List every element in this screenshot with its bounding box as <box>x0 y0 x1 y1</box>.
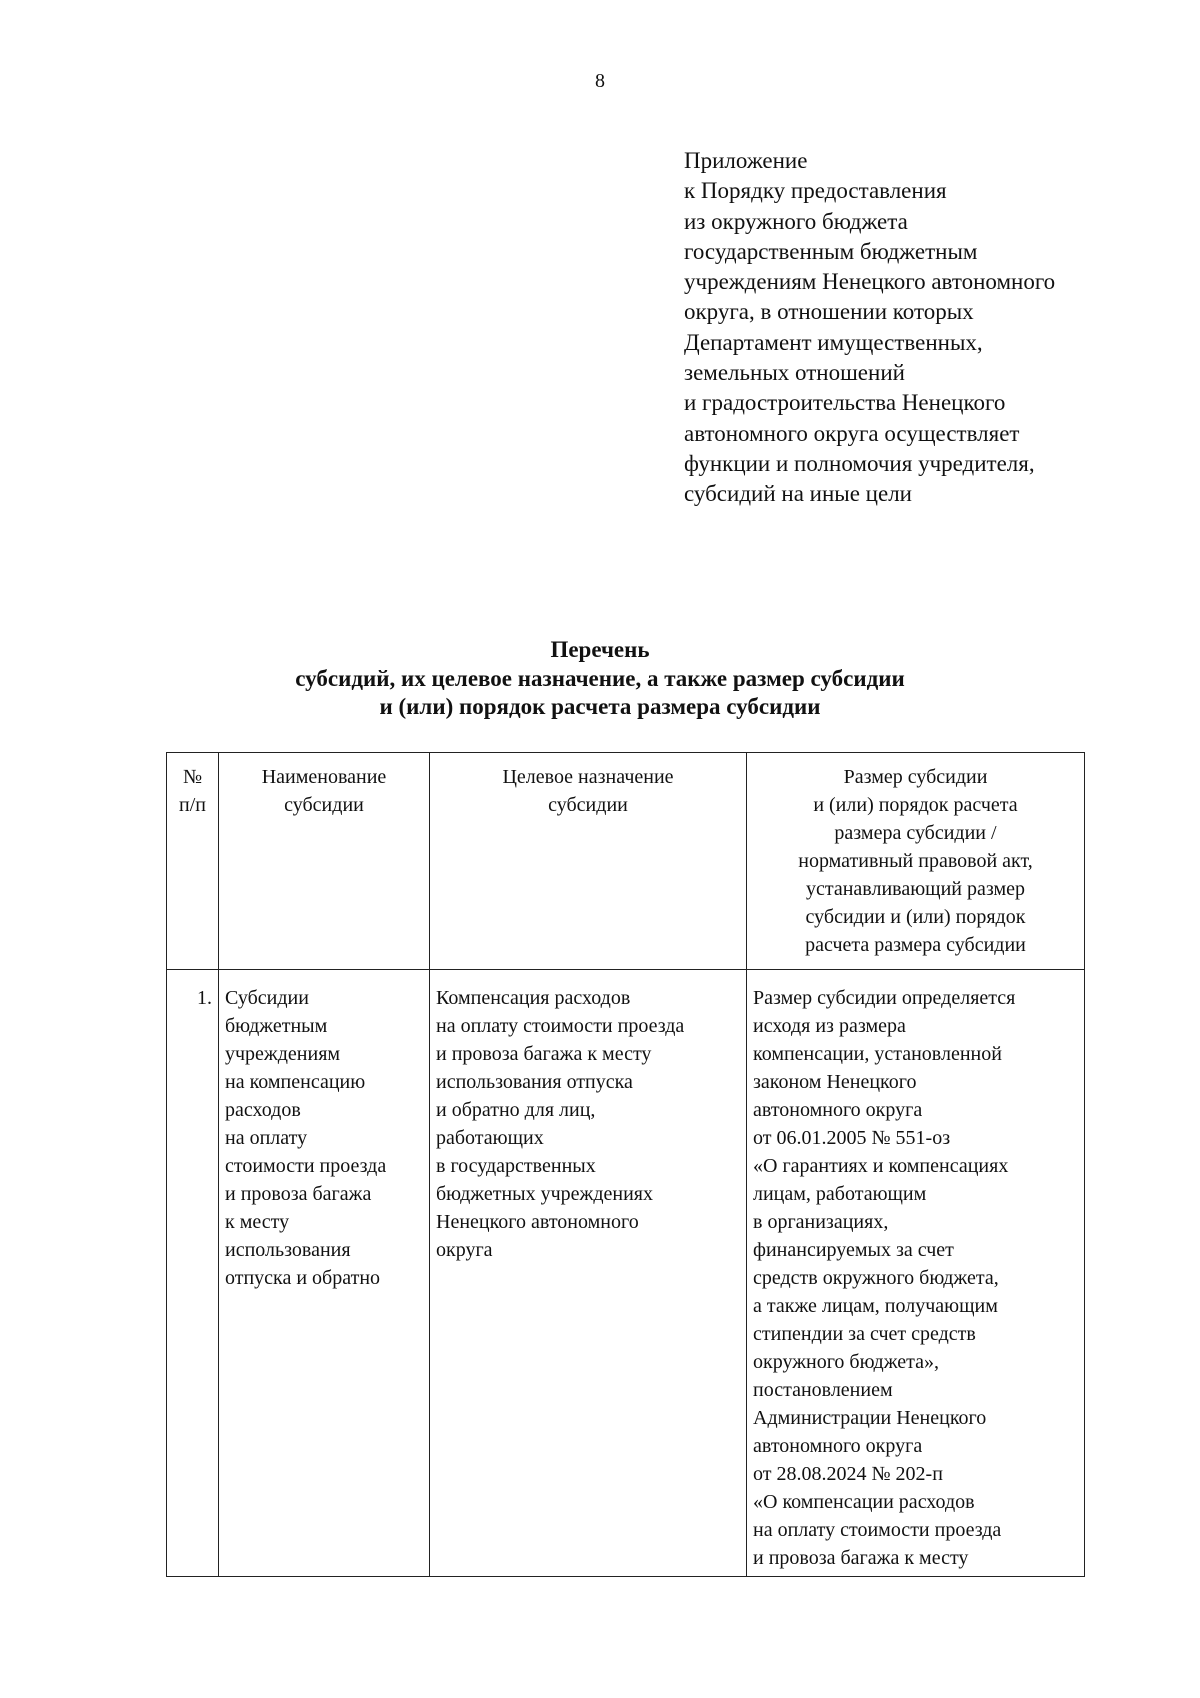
header-line: расчета размера субсидии <box>805 934 1026 956</box>
header-line: Размер субсидии <box>843 766 988 788</box>
header-line: субсидии <box>548 794 628 816</box>
cell-line: финансируемых за счет <box>753 1239 954 1261</box>
title-line: и (или) порядок расчета размера субсидии <box>379 694 821 719</box>
page-number: 8 <box>595 70 605 92</box>
appendix-line: государственным бюджетным <box>684 238 978 264</box>
cell-line: использования отпуска <box>436 1071 633 1093</box>
appendix-line: и градостроительства Ненецкого <box>684 390 1006 416</box>
cell-line: на оплату стоимости проезда <box>436 1015 685 1037</box>
appendix-line: Департамент имущественных, <box>684 329 983 355</box>
cell-line: и провоза багажа <box>225 1183 372 1205</box>
cell-line: в организациях, <box>753 1211 889 1233</box>
appendix-line: из окружного бюджета <box>684 208 908 234</box>
document-title <box>0 636 1200 722</box>
cell-line: к месту <box>225 1211 290 1233</box>
cell-line: окружного бюджета», <box>753 1351 939 1373</box>
cell-line: Компенсация расходов <box>436 987 631 1009</box>
header-line: субсидии <box>284 794 364 816</box>
cell-line: законом Ненецкого <box>753 1071 917 1093</box>
cell-line: округа <box>436 1239 493 1261</box>
header-line: размера субсидии / <box>834 822 997 844</box>
appendix-line: учреждениям Ненецкого автономного <box>684 269 1056 295</box>
appendix-line: автономного округа осуществляет <box>684 420 1020 446</box>
appendix-line: субсидий на иные цели <box>684 481 912 507</box>
cell-line: отпуска и обратно <box>225 1267 381 1289</box>
subsidy-table <box>166 752 1085 1577</box>
appendix-line: Приложение <box>684 148 808 173</box>
header-line: устанавливающий размер <box>805 878 1025 900</box>
cell-purpose <box>430 970 747 1577</box>
appendix-line: округа, в отношении которых <box>684 299 974 325</box>
header-line: № <box>182 766 203 788</box>
title-line: субсидий, их целевое назначение, а также размер субсидии <box>295 665 905 691</box>
cell-line: расходов <box>225 1099 301 1121</box>
title-line: Перечень <box>550 637 650 662</box>
table-row <box>167 970 1085 1577</box>
cell-line: автономного округа <box>753 1435 923 1457</box>
header-line: нормативный правовой акт, <box>798 850 1033 872</box>
cell-line: на компенсацию <box>225 1071 366 1093</box>
appendix-line: к Порядку предоставления <box>684 178 947 204</box>
cell-line: работающих <box>436 1127 544 1149</box>
cell-line: от 06.01.2005 № 551-оз <box>753 1127 951 1149</box>
header-amount <box>747 753 1085 970</box>
header-number <box>167 753 219 970</box>
cell-number: 1. <box>167 970 219 1577</box>
cell-line: Субсидии <box>225 987 309 1009</box>
cell-name <box>219 970 430 1577</box>
cell-line: бюджетных учреждениях <box>436 1183 654 1205</box>
appendix-line: функции и полномочия учредителя, <box>684 450 1035 476</box>
cell-line: лицам, работающим <box>753 1183 927 1205</box>
cell-line: «О гарантиях и компенсациях <box>753 1155 1009 1177</box>
cell-line: стипендии за счет средств <box>753 1323 976 1345</box>
cell-line: Размер субсидии определяется <box>753 987 1016 1009</box>
cell-amount <box>747 970 1085 1577</box>
cell-line: от 28.08.2024 № 202-п <box>753 1463 943 1485</box>
cell-line: постановлением <box>753 1379 893 1401</box>
header-name <box>219 753 430 970</box>
cell-line: и провоза багажа к месту <box>436 1043 652 1065</box>
header-line: Целевое назначение <box>502 766 674 788</box>
header-purpose <box>430 753 747 970</box>
cell-line: стоимости проезда <box>225 1155 387 1177</box>
appendix-heading <box>684 146 1154 510</box>
cell-line: бюджетным <box>225 1015 328 1037</box>
cell-line: учреждениям <box>225 1043 341 1065</box>
cell-line: и провоза багажа к месту <box>753 1547 969 1569</box>
cell-line: и обратно для лиц, <box>436 1099 596 1121</box>
header-line: Наименование <box>261 766 387 788</box>
cell-line: исходя из размера <box>753 1015 906 1037</box>
table-header-row <box>167 753 1085 970</box>
cell-line: автономного округа <box>753 1099 923 1121</box>
cell-line: на оплату <box>225 1127 308 1149</box>
header-line: и (или) порядок расчета <box>813 794 1018 816</box>
cell-line: а также лицам, получающим <box>753 1295 998 1317</box>
cell-line: использования <box>225 1239 351 1261</box>
cell-line: в государственных <box>436 1155 596 1177</box>
cell-line: компенсации, установленной <box>753 1043 1002 1065</box>
cell-line: Ненецкого автономного <box>436 1211 639 1233</box>
appendix-line: земельных отношений <box>684 360 905 386</box>
cell-line: средств окружного бюджета, <box>753 1267 999 1289</box>
cell-line: «О компенсации расходов <box>753 1491 975 1513</box>
header-line: субсидии и (или) порядок <box>805 906 1026 928</box>
header-line: п/п <box>179 794 206 816</box>
cell-line: Администрации Ненецкого <box>753 1407 987 1429</box>
cell-line: на оплату стоимости проезда <box>753 1519 1002 1541</box>
